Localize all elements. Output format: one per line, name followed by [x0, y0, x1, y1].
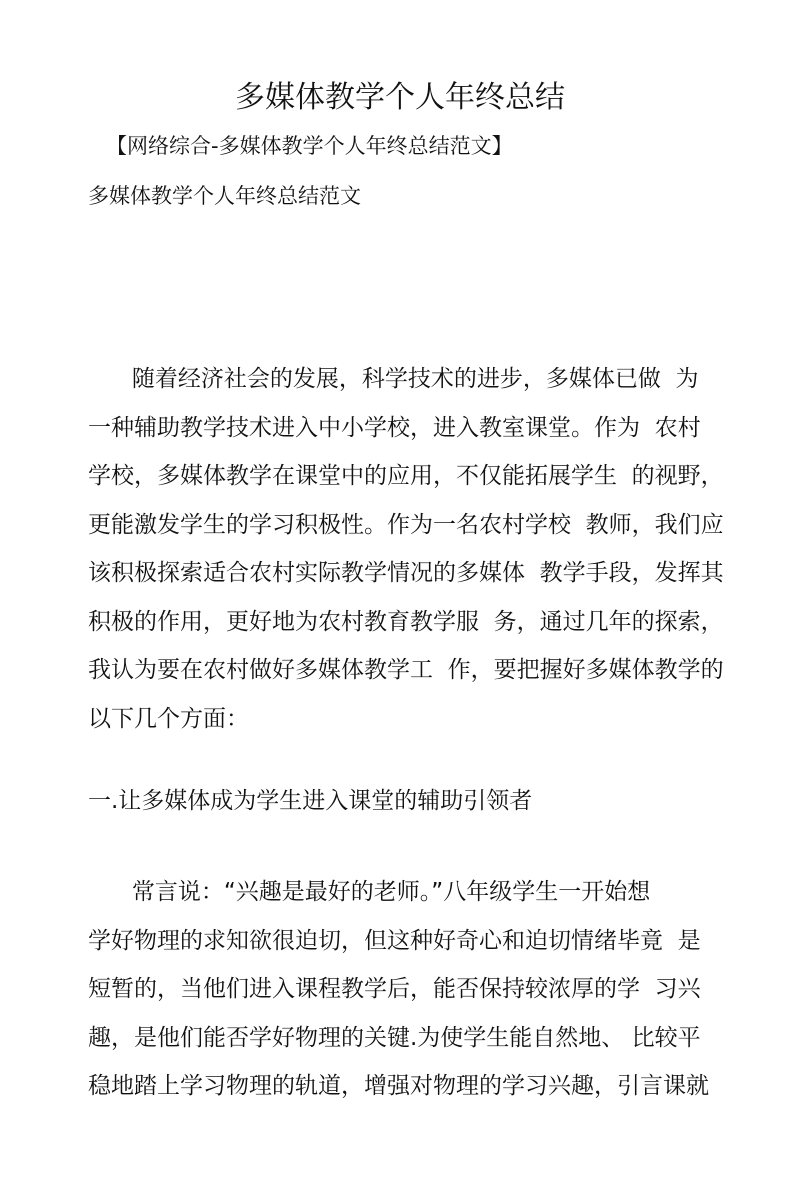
document-subtitle: 【网络综合-多媒体教学个人年终总结范文】 [106, 134, 513, 158]
paragraph-line: 短暂的，当他们进入课程教学后，能否保持较浓厚的学 习兴 [88, 976, 701, 1002]
paragraph-1 [88, 364, 724, 752]
paragraph-line: 更能激发学生的学习积极性。作为一名农村学校 教师，我们应 [88, 511, 724, 538]
paragraph-line: 一种辅助教学技术进入中小学校，进入教室课堂。作为 农村 [88, 414, 701, 441]
paragraph-line: 积极的作用，更好地为农村教育教学服 务，通过几年的探索， [88, 608, 724, 635]
paragraph-line: 稳地踏上学习物理的轨道，增强对物理的学习兴趣，引言课就 [88, 1073, 709, 1099]
paragraph-line: 常言说：“兴趣是最好的老师。”八年级学生一开始想 [88, 879, 651, 905]
paragraph-2 [88, 877, 709, 1120]
paragraph-line: 趣，是他们能否学好物理的关键.为使学生能自然地、 比较平 [88, 1024, 701, 1051]
document-title: 多媒体教学个人年终总结 [235, 80, 565, 115]
paragraph-line: 该积极探索适合农村实际教学情况的多媒体 教学手段，发挥其 [88, 560, 724, 586]
paragraph-line: 学校，多媒体教学在课堂中的应用，不仅能拓展学生 的视野， [88, 463, 724, 489]
section-heading: 一.让多媒体成为学生进入课堂的辅助引领者 [88, 788, 533, 814]
paragraph-line: 学好物理的求知欲很迫切，但这种好奇心和迫切情绪毕竟 是 [88, 927, 701, 954]
paragraph-line: 以下几个方面： [88, 705, 249, 732]
document-heading: 多媒体教学个人年终总结范文 [88, 184, 361, 208]
paragraph-line: 我认为要在农村做好多媒体教学工 作，要把握好多媒体教学的 [88, 657, 724, 683]
paragraph-line: 随着经济社会的发展，科学技术的进步，多媒体已做 为 [88, 366, 699, 392]
